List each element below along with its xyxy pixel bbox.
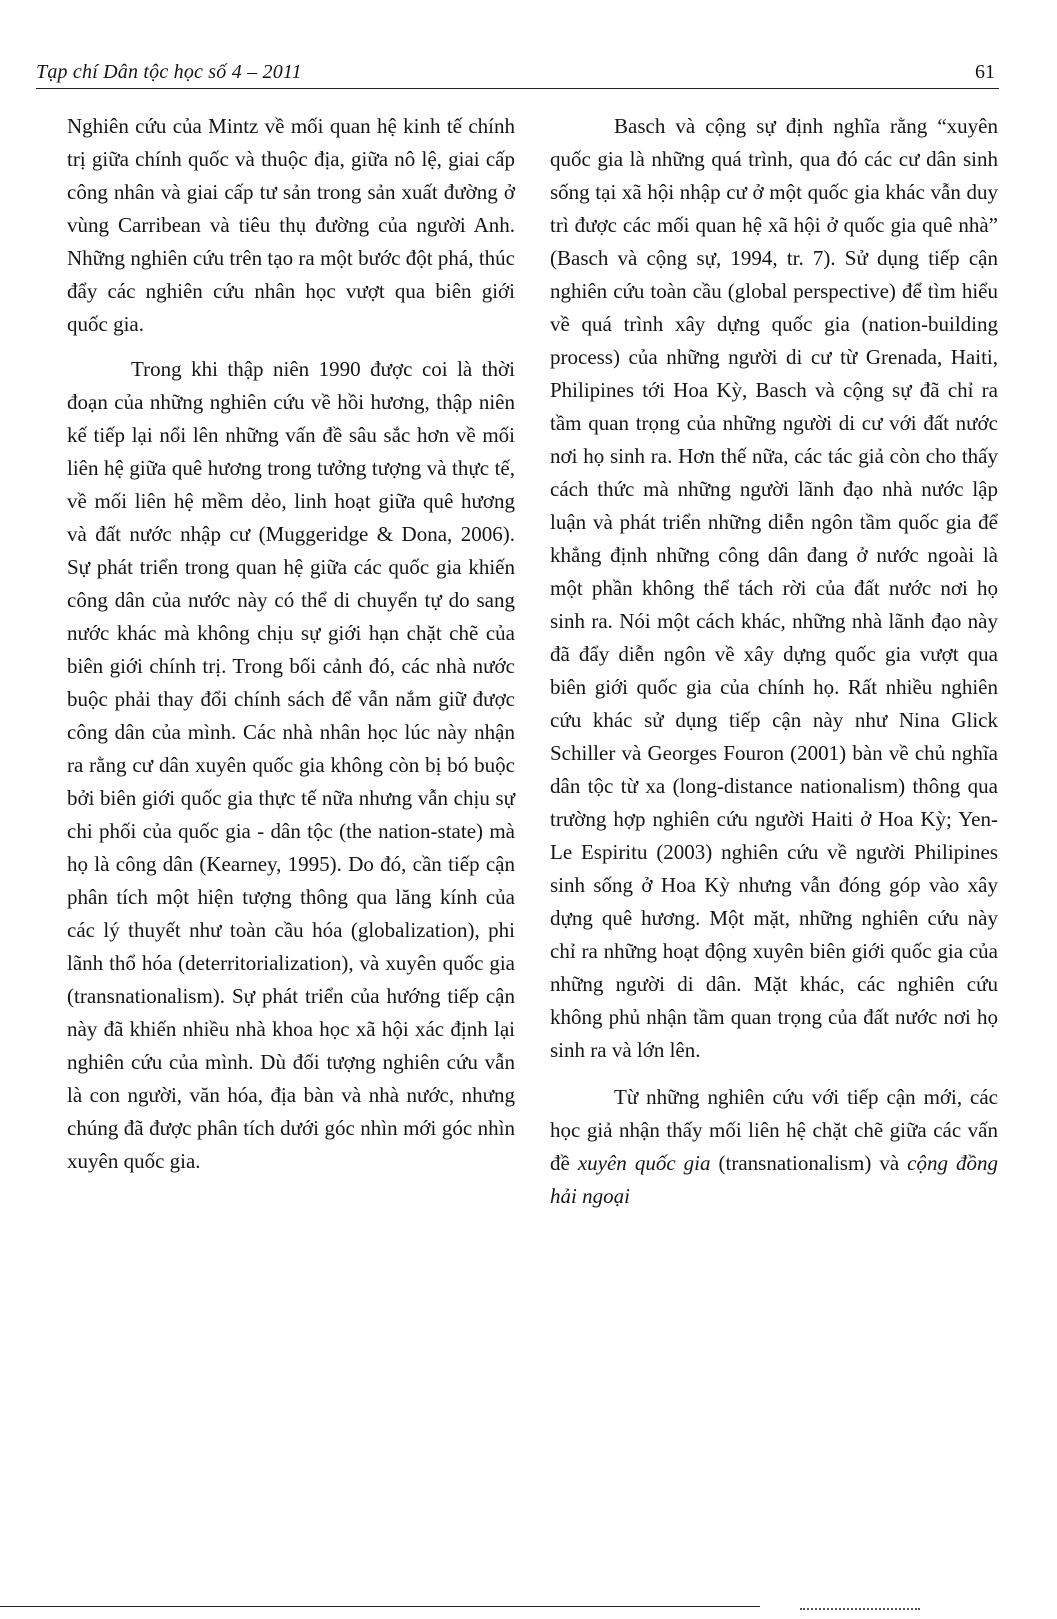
page-number: 61 bbox=[975, 61, 995, 83]
bottom-rule bbox=[0, 1606, 760, 1607]
left-column bbox=[67, 110, 515, 1178]
running-header bbox=[36, 60, 999, 89]
paragraph: Nghiên cứu của Mintz về mối quan hệ kinh tế chính trị giữa chính quốc và thuộc địa, giữa nô lệ, giai cấp công nhân và giai cấp tư sản trong sản xuất đường ở vùng Carribean và tiêu thụ đường của người Anh. Những nghiên cứu trên tạo ra một bước đột phá, thúc đẩy các nghiên cứu nhân học vượt qua biên giới quốc gia. bbox=[67, 114, 515, 336]
paragraph: Trong khi thập niên 1990 được coi là thời đoạn của những nghiên cứu về hồi hương, thập niên kế tiếp lại nổi lên những vấn đề sâu sắc hơn về mối liên hệ giữa quê hương trong tưởng tượng và thực tế, về mối liên hệ mềm dẻo, linh hoạt giữa quê hương và đất nước nhập cư (Muggeridge & Dona, 2006). Sự phát triển trong quan hệ giữa các quốc gia khiến công dân của nước này có thể di chuyển tự do sang nước khác mà không chịu sự giới hạn chặt chẽ của biên giới chính trị. Trong bối cảnh đó, các nhà nước buộc phải thay đổi chính sách để vẫn nắm giữ được công dân của mình. Các nhà nhân học lúc này nhận ra rằng cư dân xuyên quốc gia không còn bị bó buộc bởi biên giới quốc gia thực tế nữa nhưng vẫn chịu sự chi phối của quốc gia - dân tộc (the nation-state) mà họ là công dân (Kearney, 1995). Do đó, cần tiếp cận phân tích một hiện tượng thông qua lăng kính của các lý thuyết như toàn cầu hóa (globalization), phi lãnh thổ hóa (deterritorialization), và xuyên quốc gia (transnationalism). Sự phát triển của hướng tiếp cận này đã khiến nhiều nhà khoa học xã hội xác định lại nghiên cứu của mình. Dù đối tượng nghiên cứu vẫn là con người, văn hóa, địa bàn và nhà nước, nhưng chúng đã được phân tích dưới góc nhìn mới góc nhìn xuyên quốc gia. bbox=[67, 357, 515, 1173]
italic-term: cộng đồng hải ngoại bbox=[550, 1151, 998, 1208]
bottom-rule-fragment bbox=[800, 1608, 920, 1610]
text-run: Từ những nghiên cứu với tiếp cận mới, các học giả nhận thấy mối liên hệ chặt chẽ giữa các vấn đề bbox=[550, 1085, 998, 1175]
paragraph: Basch và cộng sự định nghĩa rằng “xuyên quốc gia là những quá trình, qua đó các cư dân sinh sống tại xã hội nhập cư ở một quốc gia khác vẫn duy trì được các mối quan hệ xã hội ở quốc gia quê nhà” (Basch và cộng sự, 1994, tr. 7). Sử dụng tiếp cận nghiên cứu toàn cầu (global perspective) để tìm hiểu về quá trình xây dựng quốc gia (nation-building process) của những người di cư từ Grenada, Haiti, Philipines tới Hoa Kỳ, Basch và cộng sự đã chỉ ra tầm quan trọng của những người di cư với đất nước nơi họ sinh ra. Hơn thế nữa, các tác giả còn cho thấy cách thức mà những người lãnh đạo nhà nước lập luận và phát triển những diễn ngôn tầm quốc gia để khẳng định những công dân đang ở nước ngoài là một phần không thể tách rời của đất nước nơi họ sinh ra. Nói một cách khác, những nhà lãnh đạo này đã đẩy diễn ngôn về xây dựng quốc gia vượt qua biên giới quốc gia của chính họ. Rất nhiều nghiên cứu khác sử dụng tiếp cận này như Nina Glick Schiller và Georges Fouron (2001) bàn về chủ nghĩa dân tộc từ xa (long-distance nationalism) thông qua trường hợp nghiên cứu người Haiti ở Hoa Kỳ; Yen-Le Espiritu (2003) nghiên cứu về người Philipines sinh sống ở Hoa Kỳ nhưng vẫn đóng góp vào xây dựng quê hương. Một mặt, những nghiên cứu này chỉ ra những hoạt động xuyên biên giới quốc gia của những người di dân. Mặt khác, các nghiên cứu không phủ nhận tầm quan trọng của đất nước nơi họ sinh ra và lớn lên. bbox=[550, 114, 998, 1062]
journal-title: Tạp chí Dân tộc học số 4 – 2011 bbox=[36, 61, 302, 83]
right-column bbox=[550, 110, 998, 1213]
text-run: (transnationalism) và bbox=[710, 1151, 908, 1175]
paragraph bbox=[550, 1081, 998, 1213]
italic-term: xuyên quốc gia bbox=[577, 1151, 711, 1175]
